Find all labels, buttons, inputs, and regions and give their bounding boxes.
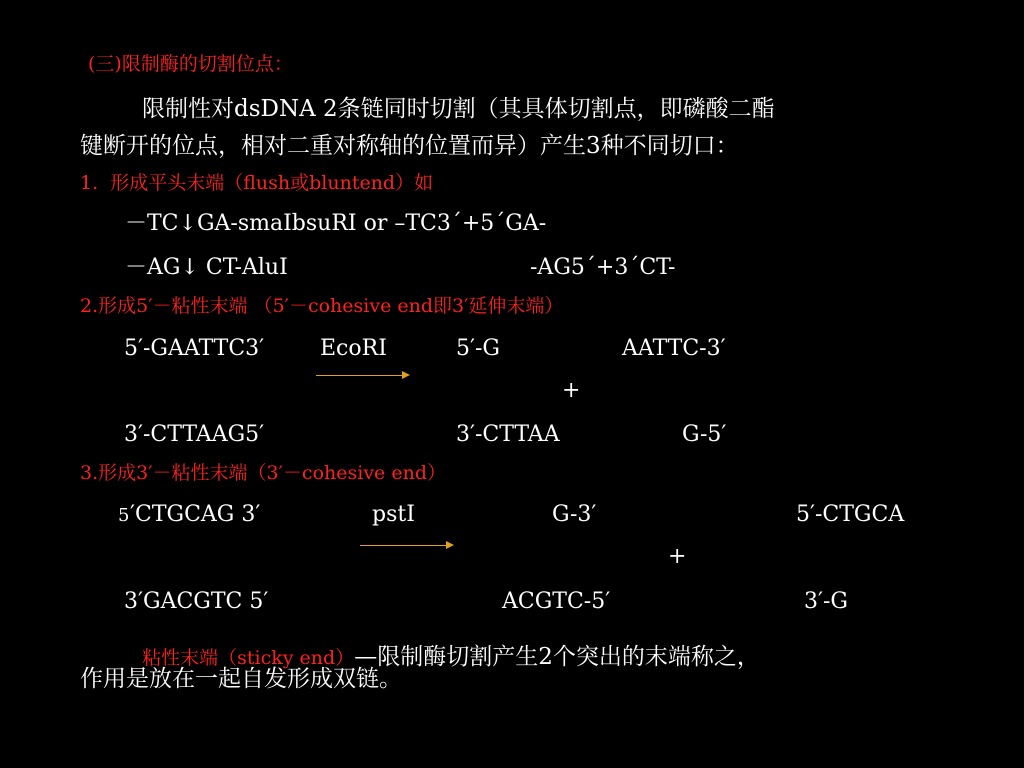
section-title: (三)限制酶的切割位点：	[88, 53, 293, 75]
sticky3-plus-sign: +	[668, 544, 687, 569]
blunt-example-row-2-right: -AG5´+3´CT-	[530, 255, 676, 280]
sticky5-top-left-seq: 5′-GAATTC3′	[124, 336, 265, 361]
sticky5-bottom-right-seq: G-5′	[682, 422, 727, 447]
sticky5-bottom-mid-seq: 3′-CTTAA	[456, 422, 560, 447]
blunt-end-heading: 1. 形成平头末端（flush或bluntend）如	[80, 172, 434, 194]
sticky-end-definition-text: —限制酶切割产生2个突出的末端称之，	[354, 644, 760, 670]
sticky-end-definition-line-2: 作用是放在一起自发形成双链。	[80, 666, 402, 692]
blunt-example-row-2-left: －AG↓ CT-AluⅠ	[125, 255, 288, 280]
intro-line-2: 键断开的位点，相对二重对称轴的位置而异）产生3种不同切口：	[80, 133, 739, 159]
sticky3-enzyme-label: pstⅠ	[372, 502, 415, 527]
intro-line-1: 限制性对dsDNA 2条链同时切割（其具体切割点，即磷酸二酯	[142, 96, 775, 122]
sticky3-top-mid-seq: G-3′	[552, 502, 597, 527]
sticky5-top-mid-seq: 5′-G	[456, 336, 500, 361]
sticky3-bottom-mid-seq: ACGTC-5′	[502, 589, 611, 614]
sticky3-top-right-seq: 5′-CTGCA	[796, 502, 905, 527]
sticky5-reaction-arrow	[316, 375, 408, 376]
sticky3-bottom-right-seq: 3′-G	[804, 589, 848, 614]
sticky5-bottom-left-seq: 3′-CTTAAG5′	[124, 422, 265, 447]
sticky3-reaction-arrow	[360, 545, 452, 546]
sticky-end-definition-line-1	[132, 630, 760, 669]
sticky5-plus-sign: +	[562, 378, 581, 403]
sticky5-heading: 2.形成5′－粘性末端 （5′－cohesive end即3′延伸末端）	[80, 295, 564, 317]
sticky-end-term: 粘性末端（sticky end）	[142, 647, 355, 669]
sticky3-bottom-left-seq: 3′GACGTC 5′	[124, 589, 269, 614]
sticky3-heading: 3.形成3′－粘性末端（3′－cohesive end）	[80, 462, 446, 484]
sticky5-enzyme-label: EcoRⅠ	[320, 336, 387, 361]
sticky3-top-left-seq: ′CTGCAG 3′	[130, 502, 261, 527]
blunt-example-row-1: －TC↓GA-smaⅠbsuRⅠ or –TC3´+5´GA-	[125, 211, 547, 236]
sticky3-top-left-prefix: 5	[118, 505, 130, 526]
sticky5-top-right-seq: AATTC-3′	[622, 336, 726, 361]
